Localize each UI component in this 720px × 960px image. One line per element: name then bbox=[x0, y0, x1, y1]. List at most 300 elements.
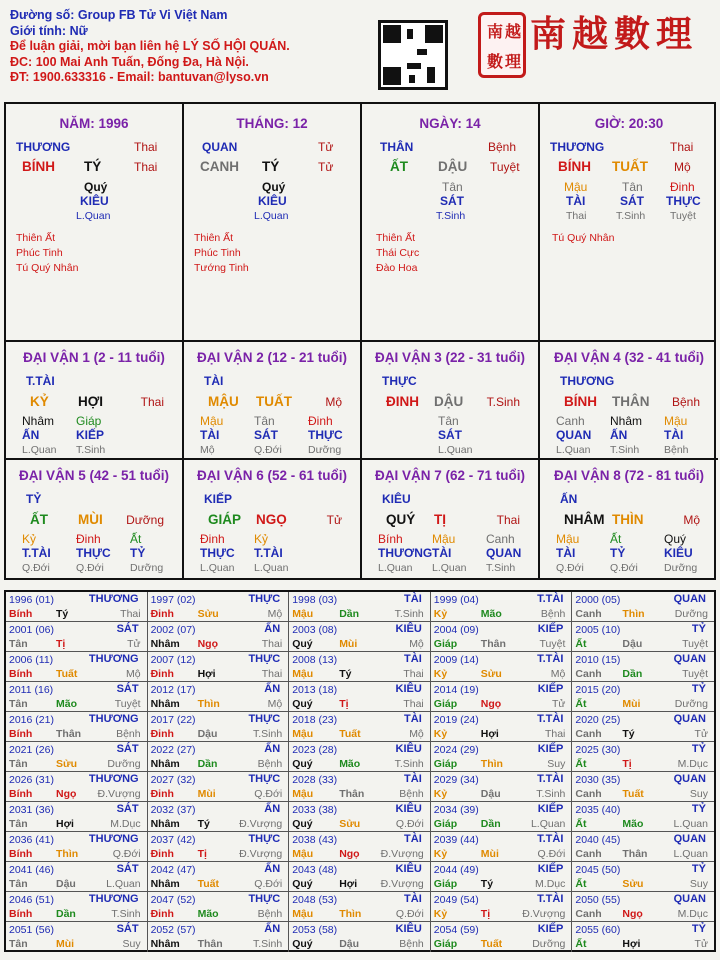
hidden-stage: Dưỡng bbox=[664, 562, 698, 574]
hidden-stem: Mậu bbox=[556, 532, 580, 546]
year-stem: Kỷ bbox=[433, 908, 448, 920]
cycle-stem: BÍNH bbox=[564, 394, 597, 409]
cycle-stem: GIÁP bbox=[208, 512, 242, 527]
year-stage: Đ.Vượng bbox=[239, 818, 283, 830]
major-cycle-8 bbox=[540, 460, 718, 578]
hidden-god: THỰC bbox=[308, 428, 343, 442]
year-label: 2052 (57) bbox=[150, 924, 196, 936]
hidden-god: TÀI bbox=[200, 428, 220, 442]
year-stage: T.Sinh bbox=[394, 758, 424, 770]
year-stage: Đ.Vượng bbox=[239, 848, 283, 860]
year-god: KIẾP bbox=[537, 623, 564, 635]
year-branch: Dần bbox=[339, 608, 360, 620]
hidden-stage: L.Quan bbox=[76, 210, 111, 222]
year-cell bbox=[6, 592, 148, 622]
year-stem: Quý bbox=[292, 818, 313, 830]
year-cell bbox=[431, 922, 573, 952]
year-stem: Mậu bbox=[292, 848, 314, 860]
year-label: 2021 (26) bbox=[9, 744, 54, 756]
year-branch: Thìn bbox=[339, 908, 362, 920]
chart-header bbox=[10, 8, 390, 86]
year-stem: Ất bbox=[575, 638, 587, 650]
year-god: QUAN bbox=[673, 593, 706, 605]
year-god: THƯƠNG bbox=[88, 773, 139, 785]
year-branch: Thân bbox=[480, 638, 506, 650]
year-cell bbox=[6, 742, 148, 772]
star: Phúc Tinh bbox=[194, 247, 241, 259]
year-stem: Đinh bbox=[150, 908, 174, 920]
year-branch: Thân bbox=[56, 728, 82, 740]
year-stage: Bệnh bbox=[399, 788, 424, 800]
year-stem: Canh bbox=[575, 908, 602, 920]
major-cycle-6 bbox=[184, 460, 362, 578]
cycle-god: THƯƠNG bbox=[560, 374, 615, 388]
year-branch: Tý bbox=[197, 818, 210, 830]
major-cycle-1 bbox=[6, 342, 184, 460]
year-cell bbox=[6, 862, 148, 892]
pillar-stem: BÍNH bbox=[22, 159, 55, 174]
hidden-stage: L.Quan bbox=[438, 444, 473, 456]
year-branch: Thân bbox=[339, 788, 365, 800]
hidden-stem: Ất bbox=[130, 532, 142, 546]
year-label: 2050 (55) bbox=[575, 894, 621, 906]
year-stage: Mộ bbox=[409, 638, 424, 650]
year-god: KIÊU bbox=[395, 743, 422, 755]
year-god: QUAN bbox=[673, 893, 706, 905]
year-label: 2008 (13) bbox=[292, 654, 338, 666]
hidden-god: SÁT bbox=[438, 428, 462, 442]
year-label: 2054 (59) bbox=[433, 924, 479, 936]
year-stem: Kỷ bbox=[433, 788, 448, 800]
year-label: 2027 (32) bbox=[150, 774, 196, 786]
cycle-stage: Thai bbox=[496, 513, 520, 527]
year-god: TÀI bbox=[404, 773, 422, 785]
year-label: 2000 (05) bbox=[575, 594, 621, 606]
hidden-stem: Đinh bbox=[308, 414, 333, 428]
year-god: QUAN bbox=[673, 713, 706, 725]
year-cell bbox=[289, 832, 431, 862]
year-branch: Thân bbox=[622, 848, 648, 860]
year-label: 1999 (04) bbox=[433, 594, 479, 606]
year-stage: M.Dục bbox=[535, 878, 566, 890]
year-stage: Suy bbox=[547, 758, 566, 770]
source-line: Đường số: Group FB Tử Vi Việt Nam bbox=[10, 8, 228, 22]
year-stem: Nhâm bbox=[150, 818, 180, 830]
year-label: 2028 (33) bbox=[292, 774, 338, 786]
year-god: TÀI bbox=[404, 593, 422, 605]
year-stage: Suy bbox=[689, 878, 708, 890]
star: Thiên Ất bbox=[16, 232, 56, 244]
year-stage: Q.Đới bbox=[254, 788, 283, 800]
star: Phúc Tinh bbox=[16, 247, 63, 259]
year-stage: Đ.Vượng bbox=[522, 908, 566, 920]
pillar-stage: Bệnh bbox=[488, 140, 517, 154]
year-stem: Đinh bbox=[150, 728, 174, 740]
hidden-stem: Quý bbox=[664, 532, 687, 546]
year-stem: Tân bbox=[9, 878, 28, 890]
pillar-branch-stage: Tuyệt bbox=[490, 160, 520, 174]
year-cell bbox=[289, 892, 431, 922]
year-branch: Sửu bbox=[480, 668, 502, 680]
year-god: TỶ bbox=[691, 683, 706, 695]
year-branch: Dậu bbox=[339, 938, 360, 950]
year-god: SÁT bbox=[116, 863, 139, 875]
year-stem: Nhâm bbox=[150, 878, 180, 890]
star: Thiên Ất bbox=[376, 232, 416, 244]
hidden-stage: Q.Đới bbox=[610, 562, 638, 574]
year-stem: Giáp bbox=[433, 758, 458, 770]
year-cell bbox=[6, 772, 148, 802]
year-stage: Bệnh bbox=[399, 938, 424, 950]
year-label: 2018 (23) bbox=[292, 714, 338, 726]
hidden-stage: L.Quan bbox=[556, 444, 591, 456]
year-branch: Tuất bbox=[56, 668, 78, 680]
year-god: TÀI bbox=[404, 653, 422, 665]
year-stage: Tử bbox=[551, 698, 566, 710]
year-cell bbox=[289, 652, 431, 682]
year-god: KIÊU bbox=[395, 923, 422, 935]
year-stem: Đinh bbox=[150, 788, 174, 800]
year-branch: Mão bbox=[480, 608, 502, 620]
hidden-stem: Đinh bbox=[200, 532, 225, 546]
seal-stamp-icon: 南 越 數 理 bbox=[478, 12, 526, 78]
year-cell bbox=[572, 712, 714, 742]
year-god: KIẾP bbox=[537, 743, 564, 755]
year-stage: Đ.Vượng bbox=[380, 848, 424, 860]
cycle-title: ĐẠI VẬN 8 (72 - 81 tuổi) bbox=[553, 468, 705, 483]
year-stage: Q.Đới bbox=[395, 818, 424, 830]
year-branch: Dần bbox=[197, 758, 218, 770]
year-label: 2030 (35) bbox=[575, 774, 621, 786]
year-label: 2036 (41) bbox=[9, 834, 54, 846]
hidden-god: TÀI bbox=[566, 194, 586, 208]
hidden-stem: Giáp bbox=[76, 414, 102, 428]
year-branch: Thìn bbox=[197, 698, 220, 710]
year-stem: Canh bbox=[575, 848, 602, 860]
year-label: 2020 (25) bbox=[575, 714, 621, 726]
year-label: 2014 (19) bbox=[433, 684, 479, 696]
pillar-branch: TUẤT bbox=[612, 159, 648, 174]
year-god: TỶ bbox=[691, 803, 706, 815]
pillar-hour bbox=[540, 104, 718, 340]
year-god: THỰC bbox=[248, 653, 281, 665]
cycle-branch: TUẤT bbox=[256, 394, 292, 409]
cycle-stage: T.Sinh bbox=[486, 395, 520, 409]
year-branch: Dần bbox=[56, 908, 76, 920]
qr-code-icon[interactable] bbox=[378, 20, 448, 90]
pillar-title: NGÀY: 14 bbox=[419, 116, 481, 131]
phone-email-line: ĐT: 1900.633316 - Email: bantuvan@lyso.vn bbox=[10, 70, 269, 84]
year-stage: Mộ bbox=[409, 728, 424, 740]
year-cell bbox=[572, 772, 714, 802]
hidden-stem: Nhâm bbox=[610, 414, 643, 428]
year-cell bbox=[6, 802, 148, 832]
year-stage: Tuyệt bbox=[682, 638, 708, 650]
year-label: 2001 (06) bbox=[9, 624, 54, 636]
year-stage: Q.Đới bbox=[537, 848, 566, 860]
pillar-god: THƯƠNG bbox=[16, 140, 71, 154]
hidden-stem: Nhâm bbox=[22, 414, 55, 428]
year-god: SÁT bbox=[116, 623, 139, 635]
year-god: TỶ bbox=[691, 863, 706, 875]
year-god: KIẾP bbox=[537, 863, 564, 875]
year-label: 2013 (18) bbox=[292, 684, 338, 696]
year-stem: Mậu bbox=[292, 728, 314, 740]
year-cell bbox=[148, 862, 290, 892]
year-stage: T.Sinh bbox=[536, 788, 566, 800]
year-stage: Đ.Vượng bbox=[97, 788, 141, 800]
year-cell bbox=[289, 772, 431, 802]
year-god: QUAN bbox=[673, 773, 706, 785]
year-label: 2043 (48) bbox=[292, 864, 338, 876]
year-stem: Quý bbox=[292, 938, 313, 950]
hidden-god: TỶ bbox=[130, 546, 146, 560]
year-branch: Tuất bbox=[197, 878, 219, 890]
cycle-title: ĐẠI VẬN 1 (2 - 11 tuổi) bbox=[23, 350, 165, 365]
year-cell bbox=[431, 712, 573, 742]
hidden-god: KIÊU bbox=[258, 194, 287, 208]
major-cycle-3 bbox=[362, 342, 540, 460]
year-stem: Tân bbox=[9, 818, 28, 830]
cycle-branch: THÌN bbox=[612, 512, 644, 527]
year-stage: M.Dục bbox=[110, 818, 141, 830]
year-cell bbox=[148, 742, 290, 772]
pillar-year bbox=[6, 104, 184, 340]
year-stem: Quý bbox=[292, 758, 313, 770]
pillar-branch-stage: Thai bbox=[134, 160, 158, 174]
year-branch: Mùi bbox=[197, 788, 216, 800]
year-stem: Quý bbox=[292, 698, 313, 710]
year-branch: Dậu bbox=[622, 638, 643, 650]
year-stem: Ất bbox=[575, 938, 587, 950]
cycle-stage: Bệnh bbox=[671, 395, 700, 409]
year-stage: Q.Đới bbox=[112, 848, 141, 860]
cycle-title: ĐẠI VẬN 4 (32 - 41 tuổi) bbox=[553, 350, 705, 365]
year-cell bbox=[148, 622, 290, 652]
year-label: 2004 (09) bbox=[433, 624, 479, 636]
year-branch: Ngọ bbox=[339, 848, 360, 860]
year-god: THƯƠNG bbox=[88, 713, 139, 725]
hidden-stem: Tân bbox=[442, 180, 463, 194]
year-label: 2051 (56) bbox=[9, 924, 54, 936]
year-stem: Giáp bbox=[433, 878, 458, 890]
year-god: TỶ bbox=[691, 743, 706, 755]
cycle-stem: QUÝ bbox=[386, 512, 416, 527]
hidden-stage: Q.Đới bbox=[254, 444, 282, 456]
year-branch: Tị bbox=[622, 758, 632, 770]
year-cell bbox=[6, 832, 148, 862]
year-cell bbox=[431, 682, 573, 712]
year-stage: L.Quan bbox=[106, 878, 141, 890]
hidden-stage: Q.Đới bbox=[556, 562, 584, 574]
major-cycles-grid bbox=[4, 342, 716, 580]
year-cell bbox=[148, 832, 290, 862]
cycle-stem: KỶ bbox=[30, 394, 49, 409]
year-branch: Dậu bbox=[56, 878, 76, 890]
year-cell bbox=[6, 682, 148, 712]
year-label: 1997 (02) bbox=[150, 594, 196, 606]
hidden-god: QUAN bbox=[486, 546, 522, 560]
year-cell bbox=[6, 892, 148, 922]
year-stem: Mậu bbox=[292, 908, 314, 920]
year-god: THỰC bbox=[248, 773, 281, 785]
year-stage: Tuyệt bbox=[114, 698, 141, 710]
pillar-stem: BÍNH bbox=[558, 159, 591, 174]
year-branch: Tị bbox=[56, 638, 66, 650]
year-god: KIẾP bbox=[537, 683, 564, 695]
year-stem: Nhâm bbox=[150, 938, 180, 950]
year-stage: L.Quan bbox=[530, 818, 566, 830]
hidden-stem: Đinh bbox=[670, 180, 695, 194]
year-stage: Thai bbox=[261, 638, 283, 650]
year-stem: Nhâm bbox=[150, 698, 180, 710]
year-label: 2032 (37) bbox=[150, 804, 196, 816]
year-cell bbox=[431, 652, 573, 682]
year-branch: Tị bbox=[197, 848, 207, 860]
cycle-title: ĐẠI VẬN 3 (22 - 31 tuổi) bbox=[374, 350, 526, 365]
cycle-stage: Thai bbox=[140, 395, 164, 409]
year-branch: Tý bbox=[622, 728, 635, 740]
year-cell bbox=[431, 622, 573, 652]
year-stage: T.Sinh bbox=[394, 608, 424, 620]
year-stem: Ất bbox=[575, 758, 587, 770]
year-branch: Ngọ bbox=[480, 698, 502, 710]
hidden-god: THỰC bbox=[200, 546, 235, 560]
year-stem: Ất bbox=[575, 818, 587, 830]
year-label: 2007 (12) bbox=[150, 654, 196, 666]
year-label: 2024 (29) bbox=[433, 744, 479, 756]
year-label: 2022 (27) bbox=[150, 744, 196, 756]
year-label: 2006 (11) bbox=[9, 654, 54, 666]
cycle-stem: MẬU bbox=[208, 394, 239, 409]
year-stem: Quý bbox=[292, 878, 313, 890]
year-label: 2053 (58) bbox=[292, 924, 338, 936]
year-branch: Ngọ bbox=[56, 788, 77, 800]
year-stage: Thai bbox=[544, 728, 566, 740]
year-god: ẤN bbox=[264, 743, 281, 755]
year-branch: Tị bbox=[339, 698, 349, 710]
year-cell bbox=[289, 922, 431, 952]
hidden-god: SÁT bbox=[440, 194, 464, 208]
year-cell bbox=[572, 682, 714, 712]
year-stage: Mộ bbox=[267, 698, 283, 710]
hidden-god: THƯƠNG bbox=[378, 546, 433, 560]
year-stage: Đ.Vượng bbox=[380, 878, 424, 890]
year-stem: Giáp bbox=[433, 698, 458, 710]
hidden-stage: L.Quan bbox=[378, 562, 413, 574]
year-label: 2031 (36) bbox=[9, 804, 54, 816]
hidden-stem: Mậu bbox=[432, 532, 456, 546]
year-stem: Quý bbox=[292, 638, 313, 650]
hidden-stem: Đinh bbox=[76, 532, 101, 546]
year-branch: Ngọ bbox=[622, 908, 643, 920]
cycle-branch: MÙI bbox=[78, 512, 103, 527]
year-stem: Canh bbox=[575, 788, 602, 800]
year-branch: Hợi bbox=[480, 728, 499, 740]
year-stage: Suy bbox=[122, 938, 141, 950]
year-label: 2046 (51) bbox=[9, 894, 54, 906]
year-label: 2019 (24) bbox=[433, 714, 479, 726]
hidden-stem: Mậu bbox=[200, 414, 224, 428]
year-cell bbox=[289, 862, 431, 892]
hidden-stage: Tuyệt bbox=[670, 210, 696, 222]
year-label: 2038 (43) bbox=[292, 834, 338, 846]
year-cell bbox=[431, 802, 573, 832]
hidden-stage: Bệnh bbox=[664, 444, 689, 456]
hidden-stem: Mậu bbox=[564, 180, 588, 194]
hidden-stage: T.Sinh bbox=[610, 444, 640, 456]
hidden-stage: Dưỡng bbox=[308, 444, 342, 456]
year-god: TÀI bbox=[404, 893, 422, 905]
pillar-branch: TÝ bbox=[262, 159, 280, 174]
year-label: 2003 (08) bbox=[292, 624, 338, 636]
year-stage: L.Quan bbox=[673, 818, 708, 830]
year-stage: M.Dục bbox=[677, 758, 708, 770]
year-stage: Dưỡng bbox=[674, 608, 708, 620]
year-stage: Tuyệt bbox=[682, 668, 708, 680]
year-label: 2016 (21) bbox=[9, 714, 54, 726]
year-god: THỰC bbox=[248, 593, 281, 605]
year-stage: T.Sinh bbox=[253, 728, 283, 740]
hidden-god: KIÊU bbox=[664, 546, 693, 560]
pillar-title: NĂM: 1996 bbox=[59, 116, 129, 131]
year-label: 2037 (42) bbox=[150, 834, 196, 846]
address-line: ĐC: 100 Mai Anh Tuấn, Đống Đa, Hà Nội. bbox=[10, 54, 249, 69]
star: Tú Quý Nhân bbox=[16, 262, 79, 274]
hidden-stem: Kỷ bbox=[254, 532, 269, 546]
hidden-stage: Q.Đới bbox=[76, 562, 104, 574]
year-stem: Kỷ bbox=[433, 608, 448, 620]
year-stage: Mộ bbox=[550, 668, 566, 680]
year-stage: M.Dục bbox=[677, 908, 708, 920]
year-cell bbox=[6, 652, 148, 682]
year-god: TÀI bbox=[404, 713, 422, 725]
brand-logo: 南越數理 bbox=[530, 13, 699, 55]
year-label: 2035 (40) bbox=[575, 804, 621, 816]
year-label: 1998 (03) bbox=[292, 594, 338, 606]
year-branch: Mão bbox=[339, 758, 361, 770]
hidden-stage: T.Sinh bbox=[436, 210, 466, 222]
year-stem: Bính bbox=[9, 788, 33, 800]
year-label: 2023 (28) bbox=[292, 744, 338, 756]
year-label: 2039 (44) bbox=[433, 834, 479, 846]
year-label: 2017 (22) bbox=[150, 714, 196, 726]
year-branch: Mùi bbox=[480, 848, 499, 860]
year-cell bbox=[6, 712, 148, 742]
year-stage: Thai bbox=[120, 608, 141, 620]
year-branch: Thìn bbox=[480, 758, 503, 770]
pillar-branch: TÝ bbox=[84, 159, 102, 174]
year-god: T.TÀI bbox=[537, 653, 564, 665]
year-god: T.TÀI bbox=[537, 773, 564, 785]
hidden-god: TỶ bbox=[610, 546, 626, 560]
year-branch: Dậu bbox=[197, 728, 218, 740]
year-cell bbox=[431, 862, 573, 892]
year-cell bbox=[148, 892, 290, 922]
hidden-god: T.TÀI bbox=[254, 546, 283, 560]
pillar-stage: Thai bbox=[134, 140, 158, 154]
year-cell bbox=[289, 742, 431, 772]
year-god: ẤN bbox=[264, 923, 281, 935]
cycle-god: THỰC bbox=[382, 374, 417, 388]
year-branch: Thìn bbox=[622, 608, 645, 620]
year-stage: Q.Đới bbox=[395, 908, 424, 920]
hidden-stage: L.Quan bbox=[22, 444, 57, 456]
year-god: SÁT bbox=[116, 803, 139, 815]
year-god: ẤN bbox=[264, 863, 281, 875]
year-branch: Dần bbox=[480, 818, 501, 830]
cycle-stage: Tử bbox=[326, 513, 342, 527]
